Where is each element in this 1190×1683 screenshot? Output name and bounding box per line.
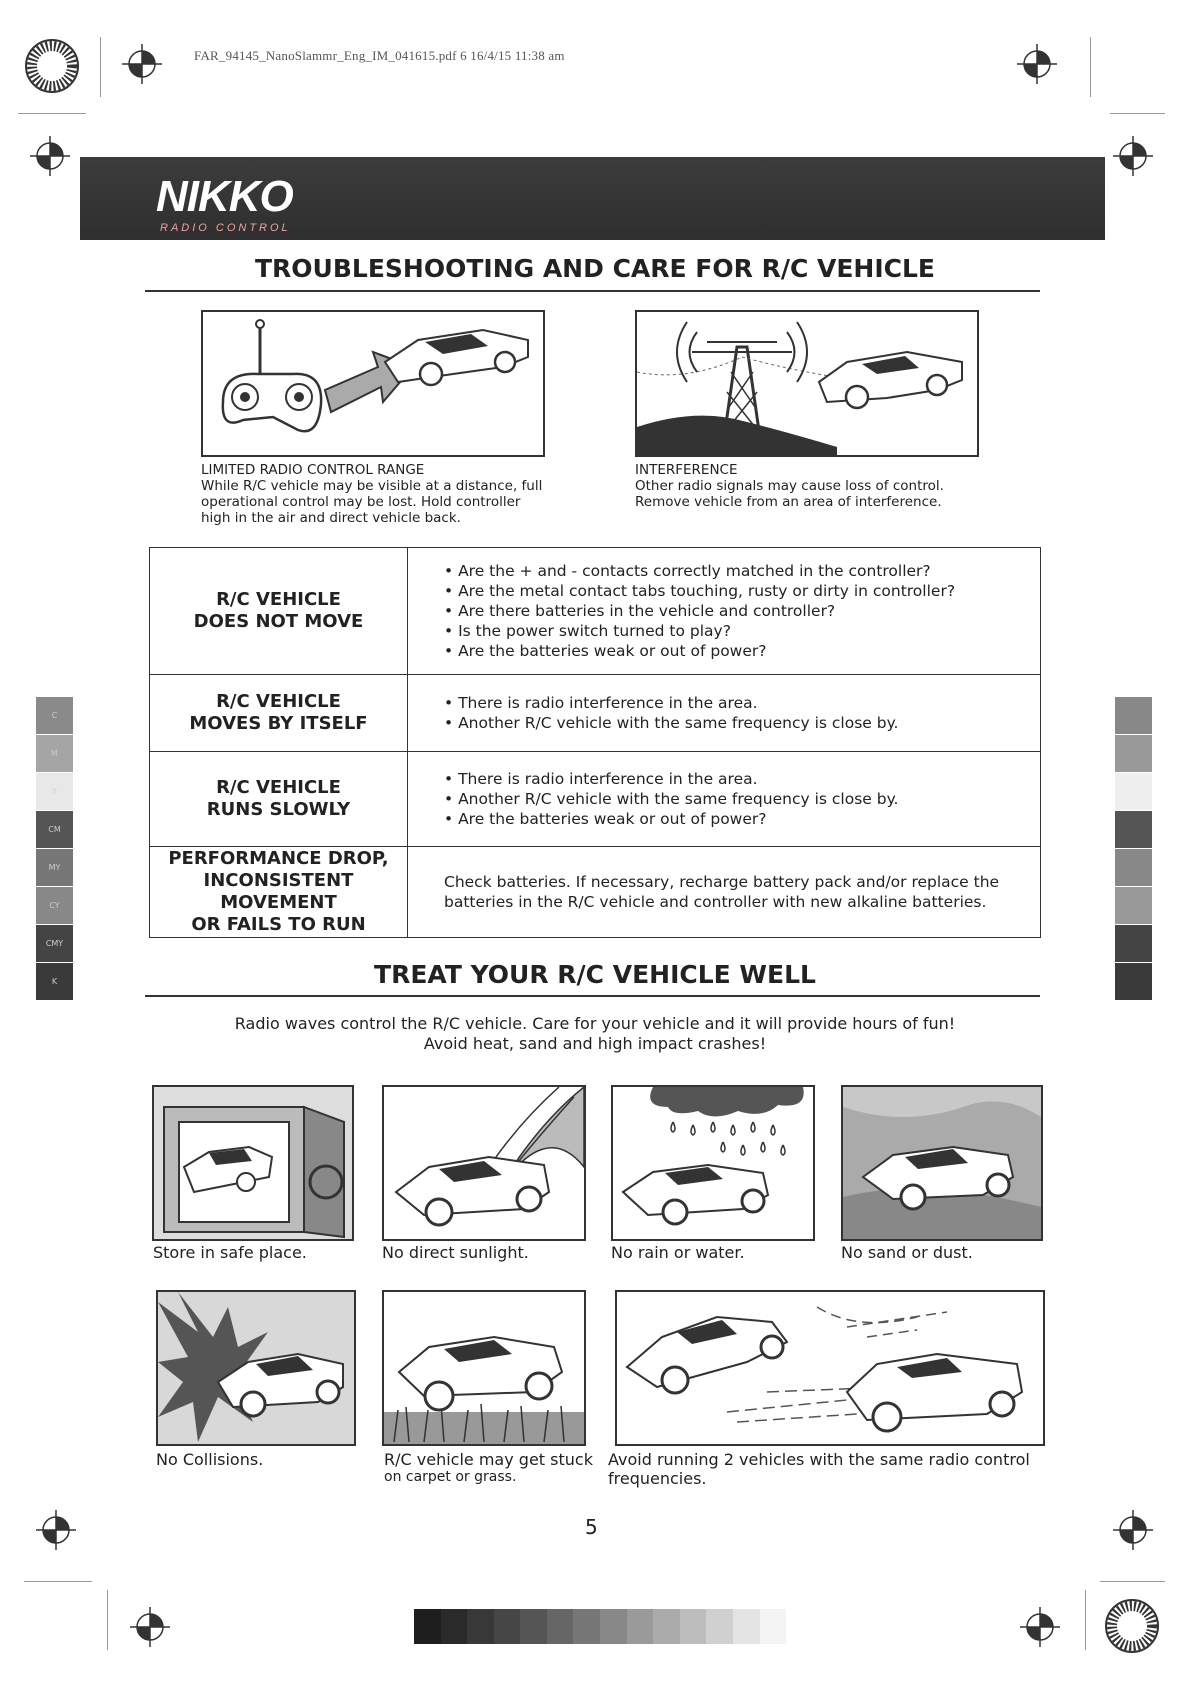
crop-line <box>1090 37 1091 97</box>
problem-text: DOES NOT MOVE <box>193 611 364 632</box>
grey-step <box>414 1609 441 1644</box>
grey-step <box>760 1609 787 1644</box>
grey-step <box>520 1609 547 1644</box>
range-text-line: high in the air and direct vehicle back. <box>201 510 461 526</box>
grey-step <box>467 1609 494 1644</box>
stuck-carpet-illustration <box>382 1290 586 1446</box>
solution-item: • There is radio interference in the area. <box>444 769 1039 789</box>
solution-item: • Are there batteries in the vehicle and controller? <box>444 601 1039 621</box>
color-swatch: CMY <box>36 925 73 963</box>
tile-caption-block <box>384 1450 593 1485</box>
crop-line <box>1085 1590 1086 1650</box>
solution-text-line: Check batteries. If necessary, recharge battery pack and/or replace the <box>444 873 1000 891</box>
tile-caption-block <box>608 1450 1030 1488</box>
troubleshooting-table <box>149 547 1041 938</box>
color-swatch <box>1115 811 1152 849</box>
tile-caption: frequencies. <box>608 1469 707 1488</box>
problem-cell <box>150 548 408 675</box>
solution-item: • There is radio interference in the area. <box>444 693 1039 713</box>
tile-caption: No rain or water. <box>611 1243 745 1262</box>
solution-cell <box>408 675 1041 752</box>
range-caption <box>201 462 561 526</box>
registration-mark-icon <box>120 42 164 86</box>
care-intro-line: Radio waves control the R/C vehicle. Care for your vehicle and it will provide hours of fun! <box>234 1014 956 1033</box>
title-rule <box>145 290 1040 292</box>
tile-caption: No direct sunlight. <box>382 1243 529 1262</box>
tile-caption: on carpet or grass. <box>384 1469 517 1485</box>
color-swatch <box>1115 849 1152 887</box>
color-swatch: K <box>36 963 73 1001</box>
crop-line <box>1110 113 1165 114</box>
troubleshooting-title: TROUBLESHOOTING AND CARE FOR R/C VEHICLE <box>254 254 936 283</box>
registration-mark-icon <box>1015 42 1059 86</box>
title-rule <box>145 995 1040 997</box>
grey-step <box>494 1609 521 1644</box>
problem-text: R/C VEHICLE <box>216 777 341 798</box>
solution-item: • Are the batteries weak or out of power? <box>444 641 1039 661</box>
tile-caption: No Collisions. <box>156 1450 264 1469</box>
problem-text: PERFORMANCE DROP, <box>168 848 389 869</box>
solution-cell <box>408 752 1041 847</box>
grey-step <box>680 1609 707 1644</box>
grey-step <box>733 1609 760 1644</box>
color-swatch <box>1115 697 1152 735</box>
solution-cell <box>408 548 1041 675</box>
interference-heading: INTERFERENCE <box>635 462 738 478</box>
no-rain-illustration <box>611 1085 815 1241</box>
care-intro <box>230 1014 960 1054</box>
color-swatch <box>1115 735 1152 773</box>
grey-step <box>547 1609 574 1644</box>
tile-caption: Store in safe place. <box>153 1243 307 1262</box>
range-text-line: operational control may be lost. Hold controller <box>201 494 521 510</box>
crop-line <box>18 113 86 114</box>
registration-mark-icon <box>128 1605 172 1649</box>
care-intro-line: Avoid heat, sand and high impact crashes! <box>423 1034 767 1053</box>
problem-text: OR FAILS TO RUN <box>191 914 366 935</box>
color-swatch <box>1115 887 1152 925</box>
solution-item: • Are the + and - contacts correctly matched in the controller? <box>444 561 1039 581</box>
grey-step <box>627 1609 654 1644</box>
starburst-mark-bottom-right <box>1104 1598 1160 1659</box>
registration-mark-icon <box>1018 1605 1062 1649</box>
range-heading: LIMITED RADIO CONTROL RANGE <box>201 462 425 478</box>
problem-cell <box>150 847 408 938</box>
store-safe-illustration <box>152 1085 354 1241</box>
solution-text-line: batteries in the R/C vehicle and controller with new alkaline batteries. <box>444 893 987 911</box>
range-illustration <box>201 310 545 457</box>
problem-text: RUNS SLOWLY <box>206 799 351 820</box>
crop-line <box>107 1590 108 1650</box>
registration-mark-icon <box>1111 134 1155 178</box>
brand-subtitle: RADIO CONTROL <box>160 222 291 234</box>
color-swatch: CM <box>36 811 73 849</box>
problem-cell <box>150 752 408 847</box>
registration-mark-icon <box>28 134 72 178</box>
problem-text: MOVES BY ITSELF <box>189 713 368 734</box>
tile-caption: Avoid running 2 vehicles with the same radio control <box>608 1450 1030 1469</box>
color-swatch <box>1115 963 1152 1001</box>
color-swatch: MY <box>36 849 73 887</box>
registration-mark-icon <box>1111 1508 1155 1552</box>
grey-step <box>653 1609 680 1644</box>
interference-illustration <box>635 310 979 457</box>
table-row <box>150 752 1041 847</box>
table-row <box>150 675 1041 752</box>
interference-caption <box>635 462 995 510</box>
problem-cell <box>150 675 408 752</box>
grey-step <box>573 1609 600 1644</box>
table-row <box>150 847 1041 938</box>
grey-step <box>706 1609 733 1644</box>
grey-step <box>600 1609 627 1644</box>
tile-caption: R/C vehicle may get stuck <box>384 1450 593 1469</box>
range-text-line: While R/C vehicle may be visible at a distance, full <box>201 478 543 494</box>
crop-line <box>24 1581 92 1582</box>
two-vehicles-illustration <box>615 1290 1045 1446</box>
page-number: 5 <box>585 1515 598 1539</box>
color-swatch: Y <box>36 773 73 811</box>
interference-text-line: Remove vehicle from an area of interference. <box>635 494 942 510</box>
interference-text-line: Other radio signals may cause loss of control. <box>635 478 944 494</box>
file-header: FAR_94145_NanoSlammr_Eng_IM_041615.pdf 6 16/4/15 11:38 am <box>194 48 565 63</box>
problem-text: R/C VEHICLE <box>216 589 341 610</box>
grey-step <box>441 1609 468 1644</box>
color-swatch: CY <box>36 887 73 925</box>
solution-item: • Another R/C vehicle with the same frequency is close by. <box>444 789 1039 809</box>
color-swatch: M <box>36 735 73 773</box>
color-swatch <box>1115 925 1152 963</box>
crop-line <box>1100 1581 1165 1582</box>
table-row <box>150 548 1041 675</box>
solution-item: • Is the power switch turned to play? <box>444 621 1039 641</box>
starburst-mark-top-left <box>24 38 80 99</box>
color-swatch <box>1115 773 1152 811</box>
no-sunlight-illustration <box>382 1085 586 1241</box>
brand-logo: NIKKO <box>156 172 293 221</box>
color-bar-left <box>36 697 73 1001</box>
no-collisions-illustration <box>156 1290 356 1446</box>
solution-item: • Are the metal contact tabs touching, rusty or dirty in controller? <box>444 581 1039 601</box>
solution-item: • Are the batteries weak or out of power? <box>444 809 1039 829</box>
color-bar-right <box>1115 697 1152 1001</box>
solution-cell <box>408 847 1041 938</box>
problem-text: R/C VEHICLE <box>216 691 341 712</box>
problem-text: INCONSISTENT MOVEMENT <box>203 870 354 913</box>
color-swatch: C <box>36 697 73 735</box>
solution-item: • Another R/C vehicle with the same frequency is close by. <box>444 713 1039 733</box>
tile-caption: No sand or dust. <box>841 1243 973 1262</box>
registration-mark-icon <box>34 1508 78 1552</box>
crop-line <box>100 37 101 97</box>
grey-step-strip <box>414 1609 786 1644</box>
care-title: TREAT YOUR R/C VEHICLE WELL <box>374 960 816 989</box>
no-sand-illustration <box>841 1085 1043 1241</box>
